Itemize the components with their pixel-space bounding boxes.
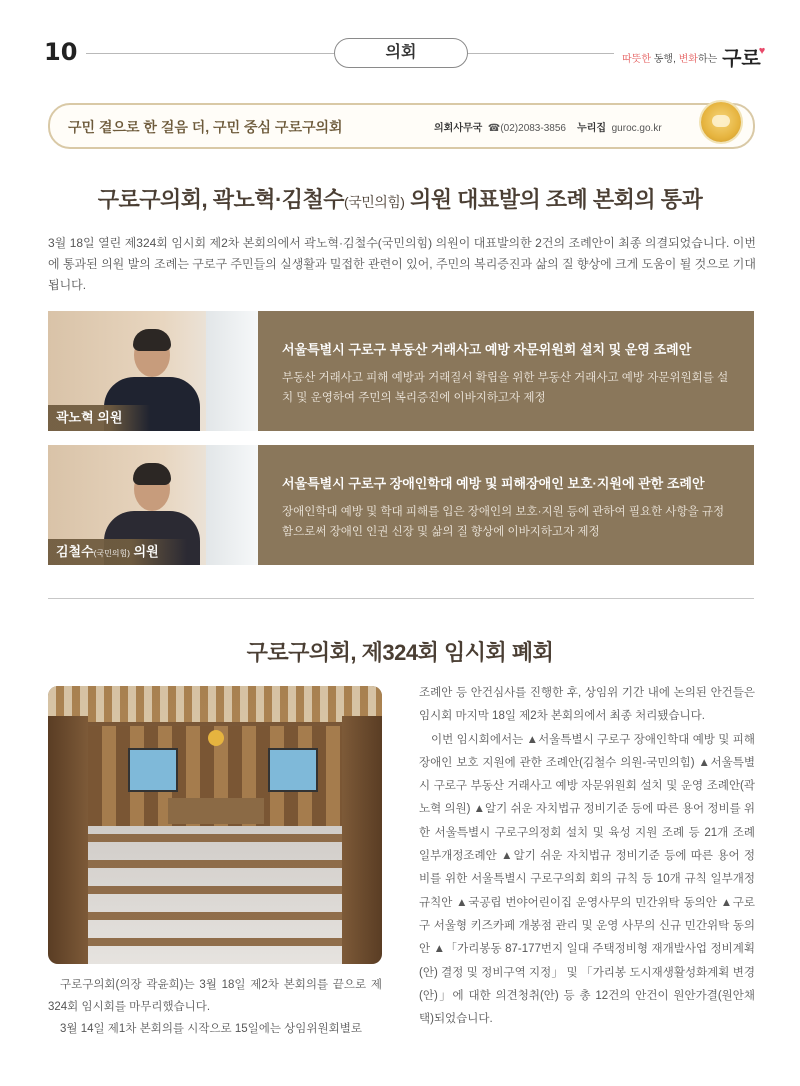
- ordinance-title-2: 서울특별시 구로구 장애인학대 예방 및 피해장애인 보호·지원에 관한 조례안: [282, 476, 705, 491]
- emblem-icon: [208, 730, 224, 746]
- article2-title: 구로구의회, 제324회 임시회 폐회: [246, 640, 554, 665]
- councilor-name-2-end: 의원: [129, 544, 159, 559]
- page-number: 10: [44, 38, 78, 66]
- article2-right-p2: 이번 임시회에서는 ▲서울특별시 구로구 장애인학대 예방 및 피해장애인 보호 지원에 관한 조례안(김철수 의원-국민의힘) ▲서울특별시 구로구 부동산 거래사고 예방 자문위원회 설치 및 운영 조례안(곽노혁 의원) ▲알기 쉬운 자치법규 정비기준 등에 따른 용어 정비를 위한 서울특별시 구로구의정회 설치 및 육성 지원 조례 등 21개 조례 일부개정조례안 ▲알기 쉬운 자치법규 정비기준 등에 따른 용어 정비를 위한 서울특별시 구로구의회 회의 규칙 등 10개 규칙 일부개정규칙안 ▲국공립 번야어린이집 운영사무의 민간위탁 동의안 ▲구로구 서울형 키즈카페 개봉점 관리 및 운영 사무의 신규 민간위탁 동의안 ▲「가리봉동 87-177번지 일대 주택정비형 재개발사업 정비계획(안) 결정 및 정비구역 지정」 및 「가리봉 도시재생활성화계획 변경(안)」에 대한 의견청취(안) 등 총 12건의 안건이 원안가결(원안채택)되었습니다.: [419, 733, 755, 1026]
- guro-logo: 구로: [722, 48, 761, 70]
- brand-slogan: [622, 42, 765, 71]
- article2-left-column: [48, 974, 382, 1040]
- screen-right: [268, 748, 318, 792]
- councilor-name-2-party: (국민의힘): [93, 549, 130, 558]
- article1-title: [0, 183, 800, 214]
- article1-title-end: 의원 대표발의 조례 본회의 통과: [404, 187, 703, 212]
- photo-window: [206, 311, 258, 431]
- article2-left-p2: 3월 14일 제1차 본회의를 시작으로 15일에는 상임위원회별로: [60, 1023, 362, 1035]
- speaker-dais: [168, 798, 264, 824]
- councilor-name-2: [48, 539, 187, 565]
- councilor-photo-2: [48, 445, 258, 565]
- screen-left: [128, 748, 178, 792]
- councilor-name-1: 곽노혁 의원: [48, 405, 150, 431]
- article1-lead: 3월 18일 열린 제324회 임시회 제2차 본회의에서 곽노혁·김철수(국민의힘) 의원이 대표발의한 2건의 조례안이 최종 의결되었습니다. 이번에 통과된 의원 발의 조례는 구로구 주민들의 실생활과 밀접한 관련이 있어, 주민의 복리증진과 삶의 질 향상에 크게 도움이 될 것으로 기대됩니다.: [48, 236, 756, 292]
- slogan-mid: 동행,: [650, 54, 679, 65]
- section-label: 의회: [334, 38, 468, 68]
- office-phone: (02)2083-3856: [500, 123, 566, 134]
- office-label: 의회사무국: [434, 123, 483, 134]
- web-label: 누리집: [577, 123, 607, 134]
- member-desks: [48, 826, 382, 964]
- council-chamber-photo: [48, 686, 382, 964]
- ordinance-title-1: 서울특별시 구로구 부동산 거래사고 예방 자문위원회 설치 및 운영 조례안: [282, 342, 692, 357]
- council-info-banner: [48, 103, 755, 149]
- office-contact: [434, 119, 662, 134]
- councilor-name-2-main: 김철수: [56, 544, 94, 559]
- council-emblem-icon: [701, 102, 741, 142]
- article2-right-column: [419, 682, 755, 1031]
- ordinance-desc-2: 장애인학대 예방 및 학대 피해를 입은 장애인의 보호·지원 등에 관하여 필요한 사항을 규정함으로써 장애인 인권 신장 및 삶의 질 향상에 이바지하고자 제정: [282, 506, 725, 538]
- website-link[interactable]: guroc.go.kr: [611, 123, 662, 134]
- photo-window: [206, 445, 258, 565]
- article1-title-main: 구로구의회, 곽노혁·김철수: [97, 187, 345, 212]
- heart-icon: ♥: [758, 45, 766, 57]
- article2-right-p1: 조례안 등 안건심사를 진행한 후, 상임위 기간 내에 논의된 안건들은 임시회 마지막 18일 제2차 본회의에서 최종 처리됐습니다.: [419, 687, 755, 723]
- article2-left-p1: 구로구의회(의장 곽윤희)는 3월 18일 제2차 본회의를 끝으로 제324회 임시회를 마무리했습니다.: [48, 979, 382, 1013]
- slogan-end: 하는: [697, 54, 721, 65]
- slogan-change: 변화: [678, 54, 698, 65]
- ordinance-card-1: [48, 311, 754, 431]
- article1-title-party: (국민의힘): [344, 194, 405, 210]
- slogan-warm: 따뜻한: [622, 54, 651, 65]
- councilor-photo-1: [48, 311, 258, 431]
- ordinance-desc-1: 부동산 거래사고 피해 예방과 거래질서 확립을 위한 부동산 거래사고 예방 자문위원회를 설치 및 운영하여 주민의 복리증진에 이바지하고자 제정: [282, 372, 729, 404]
- header-rule-right: [466, 53, 614, 54]
- section-divider: [48, 598, 754, 599]
- banner-tagline: 구민 곁으로 한 걸음 더, 구민 중심 구로구의회: [68, 119, 343, 135]
- header-rule-left: [86, 53, 334, 54]
- ordinance-card-2: [48, 445, 754, 565]
- phone-icon: ☎: [487, 123, 501, 134]
